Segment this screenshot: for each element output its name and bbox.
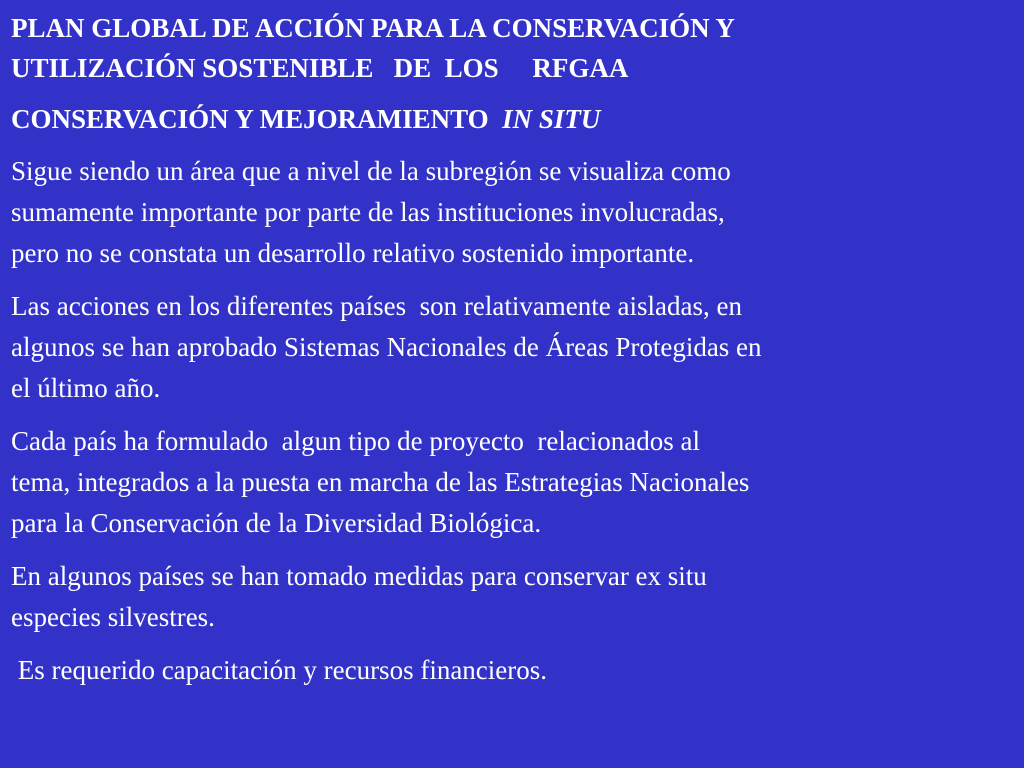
title-line-1: PLAN GLOBAL DE ACCIÓN PARA LA CONSERVACIÓN Y — [11, 13, 735, 43]
paragraph-line: pero no se constata un desarrollo relativo sostenido importante. — [11, 238, 695, 268]
paragraph-line: algunos se han aprobado Sistemas Nacionales de Áreas Protegidas en — [11, 332, 762, 362]
paragraph-line: Las acciones en los diferentes países son relativamente aisladas, en — [11, 291, 742, 321]
paragraph-line: Cada país ha formulado algun tipo de proyecto relacionados al — [11, 426, 701, 456]
paragraph-line: especies silvestres. — [11, 602, 215, 632]
paragraph-line: En algunos países se han tomado medidas para conservar ex situ — [11, 561, 707, 591]
paragraph-1 — [11, 151, 1004, 274]
paragraph-2 — [11, 286, 1004, 409]
slide-title — [11, 8, 1004, 88]
title-line-2: UTILIZACIÓN SOSTENIBLE DE LOS RFGAA — [11, 53, 629, 83]
paragraph-3 — [11, 421, 1004, 544]
section-heading-text: CONSERVACIÓN Y MEJORAMIENTO — [11, 104, 503, 134]
paragraph-line: para la Conservación de la Diversidad Biológica. — [11, 508, 542, 538]
paragraph-line: Sigue siendo un área que a nivel de la subregión se visualiza como — [11, 156, 731, 186]
paragraph-line: tema, integrados a la puesta en marcha de las Estrategias Nacionales — [11, 467, 750, 497]
section-heading — [11, 99, 1004, 139]
section-heading-italic: IN SITU — [502, 104, 601, 134]
paragraph-5 — [11, 650, 1004, 691]
paragraph-line: el último año. — [11, 373, 161, 403]
paragraph-4 — [11, 556, 1004, 638]
paragraph-line: Es requerido capacitación y recursos financieros. — [11, 655, 548, 685]
paragraph-line: sumamente importante por parte de las instituciones involucradas, — [11, 197, 725, 227]
